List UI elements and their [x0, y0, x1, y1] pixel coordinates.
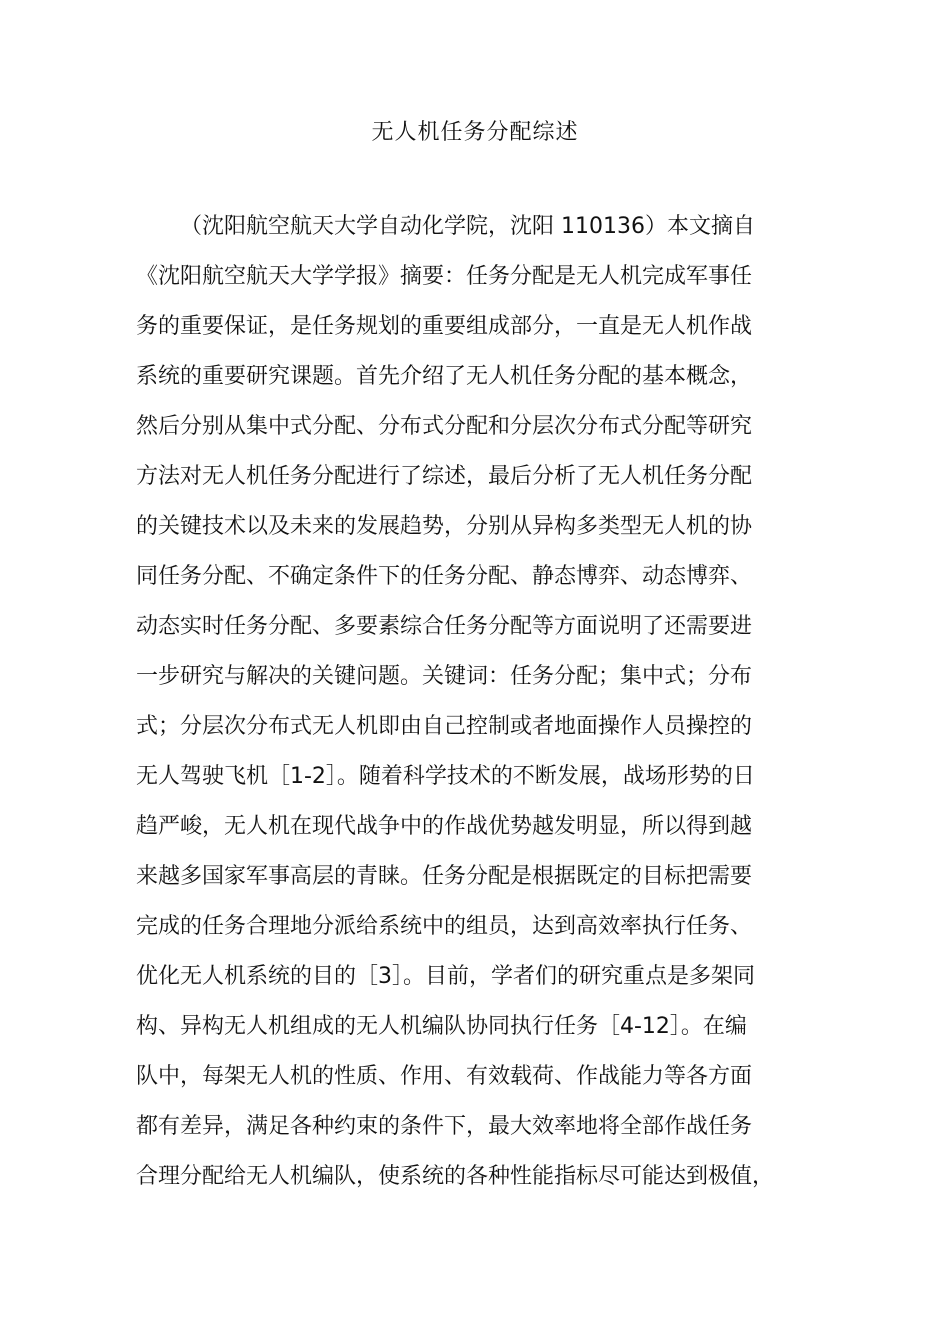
- body-line-1: （沈阳航空航天大学自动化学院，沈阳 110136）本文摘自: [180, 214, 755, 239]
- body-line-19: 都有差异，满足各种约束的条件下，最大效率地将全部作战任务: [136, 1114, 753, 1139]
- body-line-17: 构、异构无人机组成的无人机编队协同执行任务［4-12］。在编: [136, 1014, 747, 1039]
- body-line-3: 务的重要保证，是任务规划的重要组成部分，一直是无人机作战: [136, 314, 753, 339]
- body-line-13: 趋严峻，无人机在现代战争中的作战优势越发明显，所以得到越: [136, 814, 753, 839]
- body-line-20: 合理分配给无人机编队，使系统的各种性能指标尽可能达到极值，: [136, 1164, 775, 1189]
- body-line-10: 一步研究与解决的关键问题。关键词：任务分配；集中式；分布: [136, 664, 753, 689]
- body-line-9: 动态实时任务分配、多要素综合任务分配等方面说明了还需要进: [136, 614, 753, 639]
- body-line-11: 式；分层次分布式无人机即由自己控制或者地面操作人员操控的: [136, 714, 753, 739]
- body-line-7: 的关键技术以及未来的发展趋势，分别从异构多类型无人机的协: [136, 514, 753, 539]
- body-line-18: 队中，每架无人机的性质、作用、有效载荷、作战能力等各方面: [136, 1064, 753, 1089]
- body-line-5: 然后分别从集中式分配、分布式分配和分层次分布式分配等研究: [136, 414, 753, 439]
- document-title: 无人机任务分配综述: [371, 120, 579, 145]
- body-line-14: 来越多国家军事高层的青睐。任务分配是根据既定的目标把需要: [136, 864, 753, 889]
- body-line-15: 完成的任务合理地分派给系统中的组员，达到高效率执行任务、: [136, 914, 753, 939]
- body-line-6: 方法对无人机任务分配进行了综述，最后分析了无人机任务分配: [136, 464, 753, 489]
- body-line-12: 无人驾驶飞机［1-2］。随着科学技术的不断发展，战场形势的日: [136, 764, 755, 789]
- body-line-16: 优化无人机系统的目的［3］。目前，学者们的研究重点是多架同: [136, 964, 755, 989]
- body-line-2: 《沈阳航空航天大学学报》摘要：任务分配是无人机完成军事任: [136, 264, 753, 289]
- body-line-4: 系统的重要研究课题。首先介绍了无人机任务分配的基本概念，: [136, 364, 753, 389]
- body-line-8: 同任务分配、不确定条件下的任务分配、静态博弈、动态博弈、: [136, 564, 753, 589]
